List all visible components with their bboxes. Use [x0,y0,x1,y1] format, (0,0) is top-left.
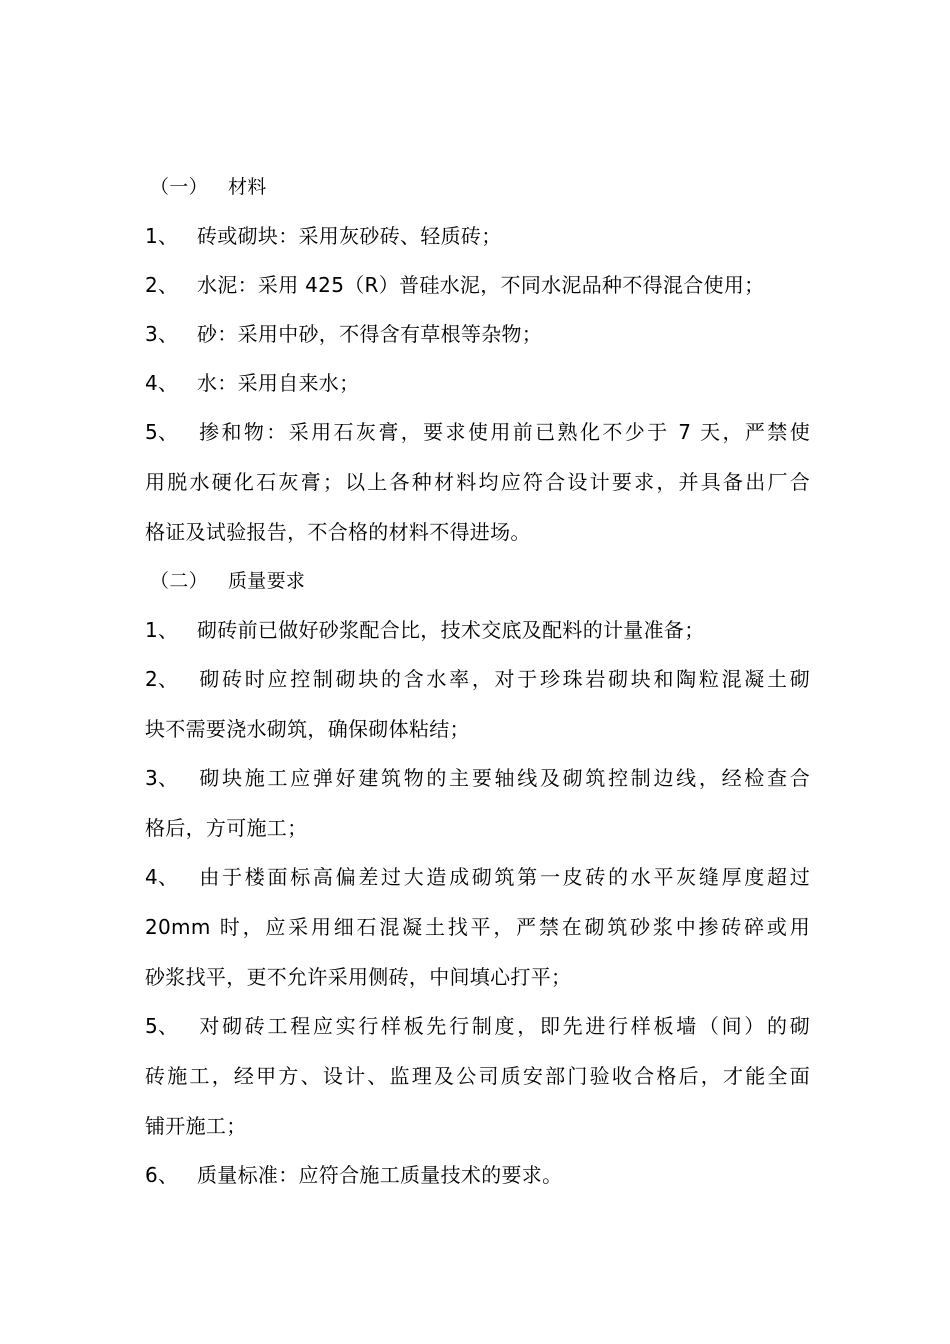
item-line [145,415,810,449]
item-marker: 3、 [145,322,179,346]
item-line [145,465,810,499]
item-line [145,712,810,746]
list-item [145,761,810,845]
list-item [145,268,810,302]
document-body [145,170,810,1207]
list-item [145,613,810,647]
item-line [145,613,810,647]
list-item [145,1009,810,1143]
section-number: （二） [150,570,208,592]
section-heading-materials [145,170,810,204]
item-text: 对砌砖工程应实行样板先行制度，即先进行样板墙（间）的砌 [197,1014,810,1038]
item-text: 水泥：采用 425（R）普硅水泥，不同水泥品种不得混合使用； [197,273,765,297]
section-title: 材料 [228,176,267,198]
list-item [145,366,810,400]
section-quality [145,613,810,1192]
item-marker: 2、 [145,667,179,691]
item-text: 砌块施工应弹好建筑物的主要轴线及砌筑控制边线，经检查合 [197,766,810,790]
item-line [145,515,810,549]
item-line [145,268,810,302]
item-marker: 4、 [145,865,179,889]
item-marker: 3、 [145,766,179,790]
item-text: 格证及试验报告，不合格的材料不得进场。 [145,520,531,544]
item-text: 砌砖前已做好砂浆配合比，技术交底及配料的计量准备； [197,618,705,642]
section-heading-quality [145,564,810,598]
item-text: 20mm 时，应采用细石混凝土找平，严禁在砌筑砂浆中掺砖碎或用 [145,915,810,939]
item-text: 砂：采用中砂，不得含有草根等杂物； [197,322,543,346]
item-line [145,662,810,696]
item-text: 砖施工，经甲方、设计、监理及公司质安部门验收合格后，才能全面 [145,1064,810,1088]
item-line [145,860,810,894]
list-item [145,662,810,746]
item-text: 掺和物：采用石灰膏，要求使用前已熟化不少于 7 天，严禁使 [197,420,810,444]
item-line [145,1059,810,1093]
list-item [145,860,810,994]
item-text: 砌砖时应控制砌块的含水率，对于珍珠岩砌块和陶粒混凝土砌 [197,667,810,691]
section-materials [145,219,810,549]
item-text: 格后，方可施工； [145,816,308,840]
item-text: 质量标准：应符合施工质量技术的要求。 [197,1163,563,1187]
list-item [145,219,810,253]
item-marker: 1、 [145,618,179,642]
item-text: 砂浆找平，更不允许采用侧砖，中间填心打平； [145,965,572,989]
item-marker: 1、 [145,224,179,248]
item-line [145,960,810,994]
section-number: （一） [150,176,208,198]
list-item [145,415,810,549]
item-line [145,761,810,795]
item-marker: 5、 [145,420,179,444]
list-item [145,1158,810,1192]
item-marker: 5、 [145,1014,179,1038]
item-line [145,1109,810,1143]
item-line [145,219,810,253]
item-text: 由于楼面标高偏差过大造成砌筑第一皮砖的水平灰缝厚度超过 [197,865,810,889]
item-line [145,910,810,944]
item-line [145,366,810,400]
item-line [145,1158,810,1192]
item-text: 铺开施工； [145,1114,247,1138]
item-marker: 2、 [145,273,179,297]
item-text: 砖或砌块：采用灰砂砖、轻质砖； [197,224,502,248]
item-text: 用脱水硬化石灰膏；以上各种材料均应符合设计要求，并具备出厂合 [145,470,810,494]
item-text: 水：采用自来水； [197,371,360,395]
item-text: 块不需要浇水砌筑，确保砌体粘结； [145,717,470,741]
section-title: 质量要求 [228,570,306,592]
item-line [145,317,810,351]
item-line [145,1009,810,1043]
item-marker: 4、 [145,371,179,395]
item-marker: 6、 [145,1163,179,1187]
item-line [145,811,810,845]
list-item [145,317,810,351]
